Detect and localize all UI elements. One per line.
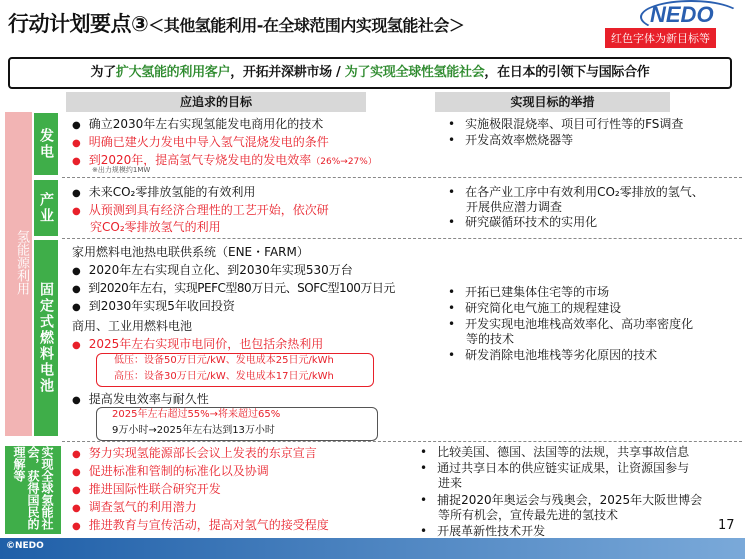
fuelcell-goal-4: ● 2025年左右实现市电同价，也包括余热利用	[72, 336, 323, 354]
intl-measure-3: • 捕捉2020年奥运会与残奥会，2025年大阪世博会	[420, 492, 702, 508]
fuelcell-hours: 9万小时→2025年左右达到13万小时	[112, 425, 275, 436]
fuelcell-measure-4: • 研发消除电池堆栈等劣化原因的技术	[448, 347, 657, 363]
industry-goal-2-cont: 究CO₂零排放氢气的利用	[90, 220, 221, 234]
fuelcell-efficiency: 2025年左右超过55%→将来超过65%	[112, 409, 281, 420]
industry-goal-2: ● 从预测到具有经济合理性的工艺开始，依次研	[72, 202, 329, 220]
power-goal-3-pct: （26%→27%）	[311, 157, 377, 167]
intl-measure-2: • 通过共享日本的供应链实证成果，让资源国参与	[420, 460, 689, 476]
title-main: 行动计划要点③	[8, 12, 149, 36]
industry-measure-1: • 在各产业工序中有效利用CO₂零排放的氢气、	[448, 184, 704, 200]
new-target-badge: 红色字体为新目标等	[605, 28, 716, 48]
separator	[62, 238, 742, 240]
banner-highlight-1: 扩大氢能的利用客户	[115, 65, 231, 80]
fuelcell-commercial-heading: 商用、工业用燃料电池	[72, 319, 193, 333]
nedo-logo: NEDO	[650, 2, 714, 27]
fuelcell-goal-3: ● 到2030年实现5年收回投资	[72, 298, 235, 316]
footer-copyright: ©NEDO	[6, 541, 44, 551]
intl-measure-2-cont: 进来	[438, 476, 463, 490]
title-sub: ＜其他氢能利用-在全球范围内实现氢能社会＞	[148, 16, 465, 35]
header-goals: 应追求的目标	[66, 92, 366, 112]
header-measures: 实现目标的举措	[435, 92, 670, 112]
fuelcell-high-voltage: 高压：设备30万日元/kW、发电成本17日元/kWh	[114, 371, 334, 382]
power-note: ※出力规模约1MW	[92, 166, 151, 174]
banner-part-3: ，在日本的引领下与国际合作	[484, 65, 650, 80]
category-power: 发电	[34, 113, 58, 175]
separator	[62, 441, 742, 443]
intl-goal-5: ● 推进教育与宣传活动，提高对氢气的接受程度	[72, 517, 329, 535]
fuelcell-low-voltage: 低压：设备50万日元/kW、发电成本25日元/kWh	[114, 355, 334, 366]
fuelcell-measure-3: • 开发实现电池堆栈高效率化、高功率密度化	[448, 316, 693, 332]
fuelcell-goal-1: ● 2020年左右实现自立化、到2030年实现530万台	[72, 262, 353, 280]
power-measure-2: • 开发高效率燃烧器等	[448, 132, 573, 148]
intl-goal-3: ● 推进国际性联合研究开发	[72, 481, 221, 499]
industry-measure-1-cont: 开展供应潜力调查	[466, 200, 563, 214]
page-number: 17	[718, 518, 735, 533]
side-category-label: 氢能源利用	[14, 230, 29, 295]
intl-measure-3-cont: 等所有机会，宣传最先进的氢技术	[438, 508, 619, 522]
fuelcell-measure-3-cont: 等的技术	[466, 332, 515, 346]
fuelcell-household-heading: 家用燃料电池热电联供系统（ENE・FARM）	[72, 245, 309, 259]
banner-highlight-2: 为了实现全球性氢能社会	[344, 65, 485, 80]
category-industry: 产业	[34, 180, 58, 236]
mission-banner	[8, 57, 732, 89]
intl-measure-4: • 开展革新性技术开发	[420, 523, 545, 539]
power-goal-2: ● 明确已建火力发电中导入氢气混烧发电的条件	[72, 134, 329, 152]
fuelcell-measure-1: • 开拓已建集体住宅等的市场	[448, 284, 609, 300]
intl-goal-2: ● 促进标准和管制的标准化以及协调	[72, 463, 269, 481]
fuelcell-measure-2: • 研究简化电气施工的规程建设	[448, 300, 621, 316]
page-title	[8, 8, 464, 38]
power-goal-1: ● 确立2030年左右实现氢能发电商用化的技术	[72, 116, 323, 134]
category-fuelcell: 固定式燃料电池	[34, 240, 58, 436]
banner-part-1: 为了	[90, 65, 116, 80]
industry-measure-2: • 研究碳循环技术的实用化	[448, 214, 597, 230]
intl-goal-1: ● 努力实现氢能源部长会议上发表的东京宣言	[72, 445, 317, 463]
banner-part-2: ，开拓并深耕市场 /	[230, 65, 345, 80]
power-goal-3-text: 到2020年，提高氢气专烧发电的发电效率	[88, 153, 312, 167]
power-measure-1: • 实施极限混烧率、项目可行性等的FS调查	[448, 116, 683, 132]
intl-measure-1: • 比较美国、德国、法国等的法规，共享事故信息	[420, 444, 689, 460]
fuelcell-goal-5: ● 提高发电效率与耐久性	[72, 391, 209, 409]
fuelcell-goal-2: ● 到2020年左右，实现PEFC型80万日元、SOFC型100万日元	[72, 280, 395, 298]
separator	[62, 177, 742, 179]
footer-bar	[0, 538, 745, 559]
industry-goal-1: ● 未来CO₂零排放氢能的有效利用	[72, 184, 255, 202]
category-intl: 实现全球氢能社会，获得国民的理解等	[5, 446, 61, 534]
intl-goal-4: ● 调查氢气的利用潜力	[72, 499, 197, 517]
